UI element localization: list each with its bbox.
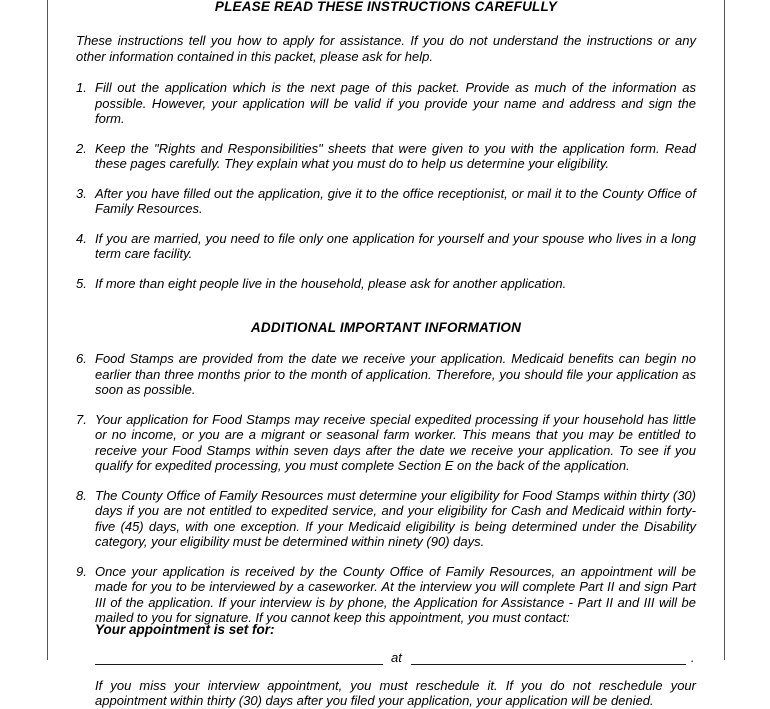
list-item [76, 351, 696, 398]
contact-connector-label: at [391, 649, 402, 665]
list-item [76, 186, 696, 217]
contact-phone-blank[interactable] [411, 652, 686, 665]
list-item-text: Your application for Food Stamps may receive special expedited processing if your household has little or no income, or you are a migrant or seasonal farm worker. This means that you may be entitled to receive your Food Stamps within seven days after the date we receive your application. To see if you qualify for expedited processing, you must complete Section E on the back of the application. [95, 411, 696, 473]
intro-paragraph: These instructions tell you how to apply for assistance. If you do not understand the instructions or any other information contained in this packet, please ask for help. [76, 33, 696, 64]
list-item-text: Food Stamps are provided from the date we receive your application. Medicaid benefits can begin no earlier than three months prior to the month of application. Therefore, you should file your application as soon as possible. [95, 351, 696, 397]
instructions-list [76, 80, 696, 291]
list-item [76, 276, 696, 292]
page-border-right [724, 0, 725, 660]
list-item-text: If more than eight people live in the household, please ask for another application. [95, 275, 567, 291]
closing-note-paragraph: If you miss your interview appointment, you must reschedule it. If you do not reschedule your appointment within thirty (30) days after you filed your application, your application will be denied. [95, 677, 696, 708]
list-item-number: 9. [76, 563, 87, 579]
list-item [76, 488, 696, 550]
list-item [76, 564, 696, 626]
list-item [76, 412, 696, 474]
list-item [76, 80, 696, 127]
list-item-number: 3. [76, 185, 87, 201]
list-item-number: 4. [76, 230, 87, 246]
page-border-left [47, 0, 48, 660]
page-title: PLEASE READ THESE INSTRUCTIONS CAREFULLY [214, 0, 558, 14]
list-item-text: After you have filled out the application, give it to the office receptionist, or mail it to the County Office of Family Resources. [95, 185, 696, 216]
contact-name-blank[interactable] [95, 652, 383, 665]
appointment-label: Your appointment is set for: [95, 622, 275, 637]
list-item-text: Fill out the application which is the next page of this packet. Provide as much of the information as possible. However, your application will be valid if you provide your name and address and sign the form. [95, 80, 696, 126]
list-item-text: The County Office of Family Resources must determine your eligibility for Food Stamps within thirty (30) days if you are not entitled to expedited service, and your eligibility for Cash and Medicaid within forty-five (45) days, with one exception. If your Medicaid eligibility is being determined under the Disability category, your eligibility must be determined within ninety (90) days. [95, 487, 696, 549]
list-item-number: 1. [76, 80, 87, 95]
contact-fill-row [76, 650, 696, 665]
list-item-text: Keep the "Rights and Responsibilities" sheets that were given to you with the application form. Read these pages carefully. They explain what you must do to help us determine your eligibility. [95, 140, 696, 171]
document-content [76, 0, 696, 709]
list-item [76, 141, 696, 172]
list-item [76, 231, 696, 262]
list-item-number: 8. [76, 487, 87, 503]
section-heading-additional-information: ADDITIONAL IMPORTANT INFORMATION [250, 320, 522, 335]
list-item-text: If you are married, you need to file only one application for yourself and your spouse who lives in a long term care facility. [95, 230, 696, 261]
list-item-number: 2. [76, 140, 87, 156]
list-item-text: Once your application is received by the County Office of Family Resources, an appointment will be made for you to be interviewed by a caseworker. At the interview you will complete Part II and sign Part III of the application. If your interview is by phone, the Application for Assistance - Part II and III will be mailed to you for signature. If you cannot keep this appointment, you must contact: [95, 563, 696, 625]
contact-trailing-punctuation: . [690, 649, 695, 665]
list-item-number: 7. [76, 411, 87, 427]
additional-information-list [76, 351, 696, 626]
list-item-number: 6. [76, 351, 87, 366]
list-item-number: 5. [76, 275, 87, 291]
